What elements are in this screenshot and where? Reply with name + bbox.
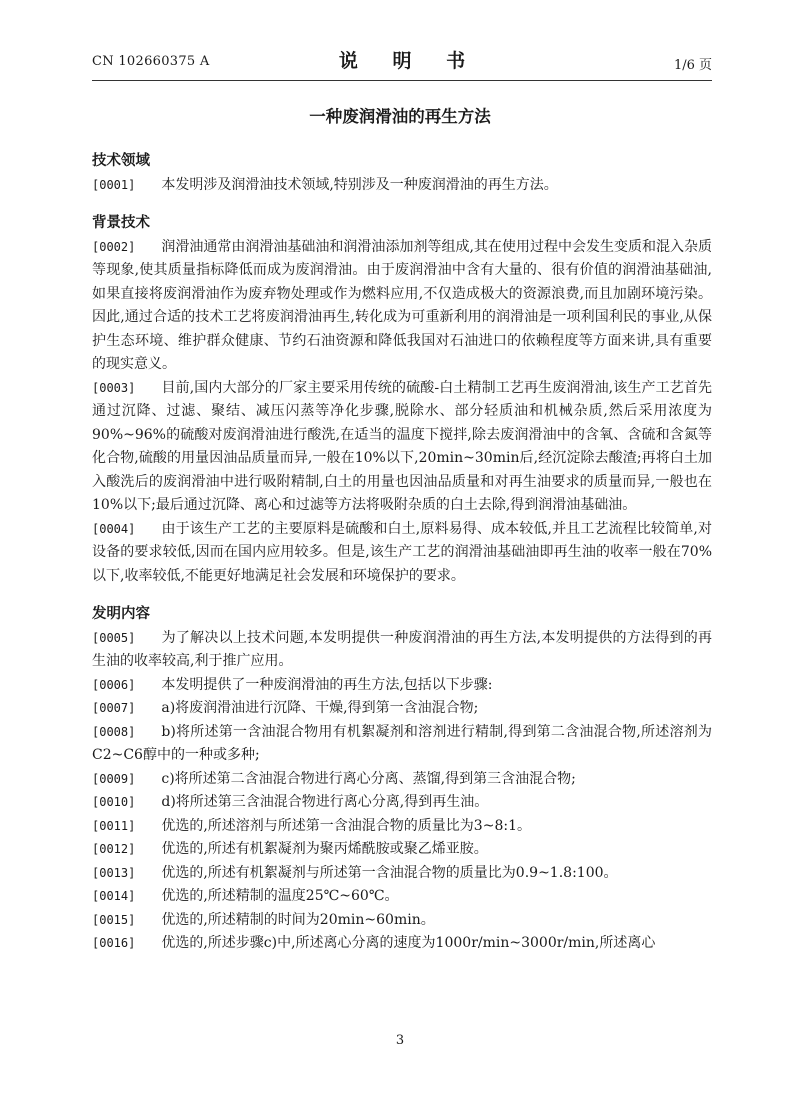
paragraph [92,838,712,862]
paragraph-text: 为了解决以上技术问题,本发明提供一种废润滑油的再生方法,本发明提供的方法得到的再生油的收率较高,利于推广应用。 [92,629,712,669]
paragraph [92,697,712,721]
paragraph [92,174,712,198]
section-heading: 背景技术 [92,215,150,231]
page-header [92,46,712,76]
paragraph-text: a)将废润滑油进行沉降、干燥,得到第一含油混合物; [161,700,479,716]
paragraph [92,377,712,518]
paragraph-number: [0016] [92,936,136,950]
paragraph-number: [0014] [92,889,136,903]
paragraph-text: 本发明提供了一种废润滑油的再生方法,包括以下步骤: [161,676,493,693]
document-type: 说 明 书 [338,50,480,72]
paragraph-number: [0011] [92,818,136,833]
paragraph-number: [0015] [92,912,136,927]
paragraph [92,862,712,886]
paragraph [92,909,712,933]
patent-number: CN 102660375 A [92,54,210,69]
paragraph-text: b)将所述第一含油混合物用有机絮凝剂和溶剂进行精制,得到第二含油混合物,所述溶剂为C2~C6醇中的一种或多种; [92,723,712,763]
paragraph [92,768,712,792]
paragraph-text: 优选的,所述步骤c)中,所述离心分离的速度为1000r/min~3000r/min,所述离心 [161,935,656,951]
paragraph-number: [0009] [92,771,136,786]
paragraph [92,236,712,377]
paragraph-text: 优选的,所述精制的时间为20min~60min。 [161,911,435,928]
paragraph-text: 目前,国内大部分的厂家主要采用传统的硫酸-白土精制工艺再生废润滑油,该生产工艺首先通过沉降、过滤、聚结、减压闪蒸等净化步骤,脱除水、部分轻质油和机械杂质,然后采用浓度为90%~96%的硫酸对废润滑油进行酸洗,在适当的温度下搅拌,除去废润滑油中的含氧、含硫和含氮等化合物,硫酸的用量因油品质量而异,一般在10%以下,20min~30min后,经沉淀除去酸渣;再将白土加入酸洗后的废润滑油中进行吸附精制,白土的用量也因油品质量和对再生油要求的质量而异,一般也在10%以下;最后通过沉降、离心和过滤等方法将吸附杂质的白土去除,得到润滑油基础油。 [92,379,712,513]
paragraph [92,885,712,909]
paragraph-number: [0006] [92,677,136,692]
paragraph-text: 优选的,所述有机絮凝剂为聚丙烯酰胺或聚乙烯亚胺。 [161,841,488,857]
paragraph-text: 由于该生产工艺的主要原料是硫酸和白土,原料易得、成本较低,并且工艺流程比较简单,对设备的要求较低,因而在国内应用较多。但是,该生产工艺的润滑油基础油即再生油的收率一般在70%以下,收率较低,不能更好地满足社会发展和环境保护的要求。 [92,520,712,584]
paragraph [92,674,712,698]
paragraph-number: [0010] [92,795,136,809]
paragraph [92,721,712,768]
paragraph-number: [0005] [92,630,136,645]
paragraph-text: d)将所述第三含油混合物进行离心分离,得到再生油。 [161,794,489,810]
paragraph-text: 优选的,所述溶剂与所述第一含油混合物的质量比为3~8:1。 [161,817,531,834]
paragraph [92,791,712,815]
paragraph-number: [0001] [92,177,136,192]
section-heading: 技术领域 [92,153,150,169]
page-number: 3 [395,1033,405,1048]
paragraph [92,627,712,674]
document-body [92,150,712,956]
paragraph-text: 润滑油通常由润滑油基础油和润滑油添加剂等组成,其在使用过程中会发生变质和混入杂质等现象,使其质量指标降低而成为废润滑油。由于废润滑油中含有大量的、很有价值的润滑油基础油,如果直接将废润滑油作为废弃物处理或作为燃料应用,不仅造成极大的资源浪费,而且加剧环境污染。因此,通过合适的技术工艺将废润滑油再生,转化成为可重新利用的润滑油是一项利国利民的事业,从保护生态环境、维护群众健康、节约石油资源和降低我国对石油进口的依赖程度等方面来讲,具有重要的现实意义。 [92,238,712,372]
paragraph [92,932,712,956]
paragraph-number: [0013] [92,865,136,880]
paragraph-text: 优选的,所述有机絮凝剂与所述第一含油混合物的质量比为0.9~1.8:100。 [161,864,618,881]
paragraph-number: [0003] [92,380,136,395]
paragraph-number: [0002] [92,239,136,254]
paragraph-text: c)将所述第二含油混合物进行离心分离、蒸馏,得到第三含油混合物; [161,770,576,787]
section-heading: 发明内容 [92,606,150,622]
paragraph-number: [0012] [92,842,136,856]
paragraph [92,815,712,839]
paragraph-text: 优选的,所述精制的温度25℃~60℃。 [161,888,399,904]
paragraph-number: [0004] [92,521,136,536]
header-rule [92,80,712,81]
paragraph [92,518,712,589]
page-info: 1/6 页 [673,58,712,73]
document-title: 一种废润滑油的再生方法 [309,107,491,126]
paragraph-text: 本发明涉及润滑油技术领域,特别涉及一种废润滑油的再生方法。 [161,176,558,193]
paragraph-number: [0008] [92,724,136,739]
paragraph-number: [0007] [92,701,136,715]
